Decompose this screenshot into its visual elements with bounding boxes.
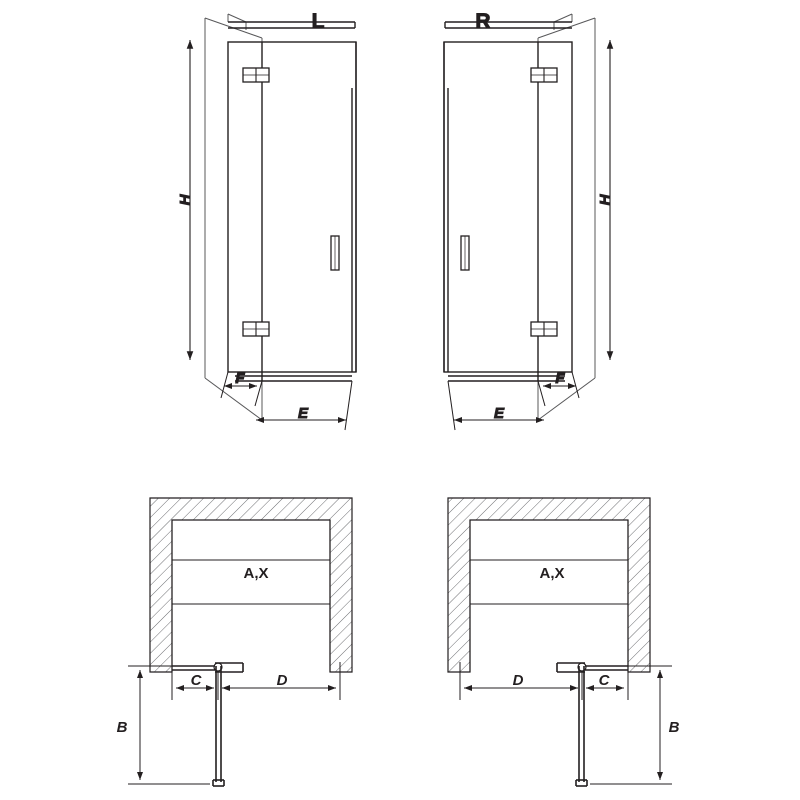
plan-left-opening-label: A,X — [243, 565, 269, 582]
elevation-left-view — [177, 10, 356, 430]
plan-left-door-width-label: D — [276, 672, 288, 689]
elevation-left-door-label: E — [297, 405, 309, 422]
elevation-left-threshold — [235, 372, 352, 381]
plan-right-opening-lines — [470, 520, 628, 672]
elevation-right-threshold — [448, 372, 565, 381]
elevation-right-height-label: H — [597, 194, 614, 206]
elevation-left-fixed-label: F — [235, 370, 245, 387]
elevation-right-fixed-label: F — [555, 370, 565, 387]
plan-left-opening-lines — [172, 520, 330, 672]
plan-left-wall-hatch — [150, 498, 352, 672]
plan-right-view — [448, 498, 680, 786]
elevation-right-handing-label: R — [475, 10, 491, 33]
elevation-right-view — [444, 10, 614, 430]
elevation-right-top-rail — [445, 22, 572, 28]
plan-right-opening-label: A,X — [539, 565, 565, 582]
elevation-left-handle — [331, 236, 339, 270]
plan-right-glass — [557, 663, 628, 786]
plan-right-wall-hatch — [448, 498, 650, 672]
elevation-right-door-label: E — [493, 405, 505, 422]
elevation-right-hinge-bottom — [531, 322, 557, 336]
plan-right-door-width-label: D — [512, 672, 524, 689]
plan-left-fixed-width-label: C — [190, 672, 202, 689]
plan-left-depth-label: B — [116, 719, 128, 736]
elevation-right-handle — [461, 236, 469, 270]
plan-left-view — [117, 498, 352, 786]
elevation-left-hinge-bottom — [243, 322, 269, 336]
elevation-left-handing-label: L — [311, 10, 325, 33]
plan-right-depth-label: B — [668, 719, 680, 736]
plan-left-glass — [172, 663, 243, 786]
elevation-left-hinge-top — [243, 68, 269, 82]
elevation-left-top-rail — [228, 22, 355, 28]
elevation-left-height-label: H — [177, 194, 194, 206]
plan-right-fixed-width-label: C — [598, 672, 610, 689]
elevation-right-hinge-top — [531, 68, 557, 82]
